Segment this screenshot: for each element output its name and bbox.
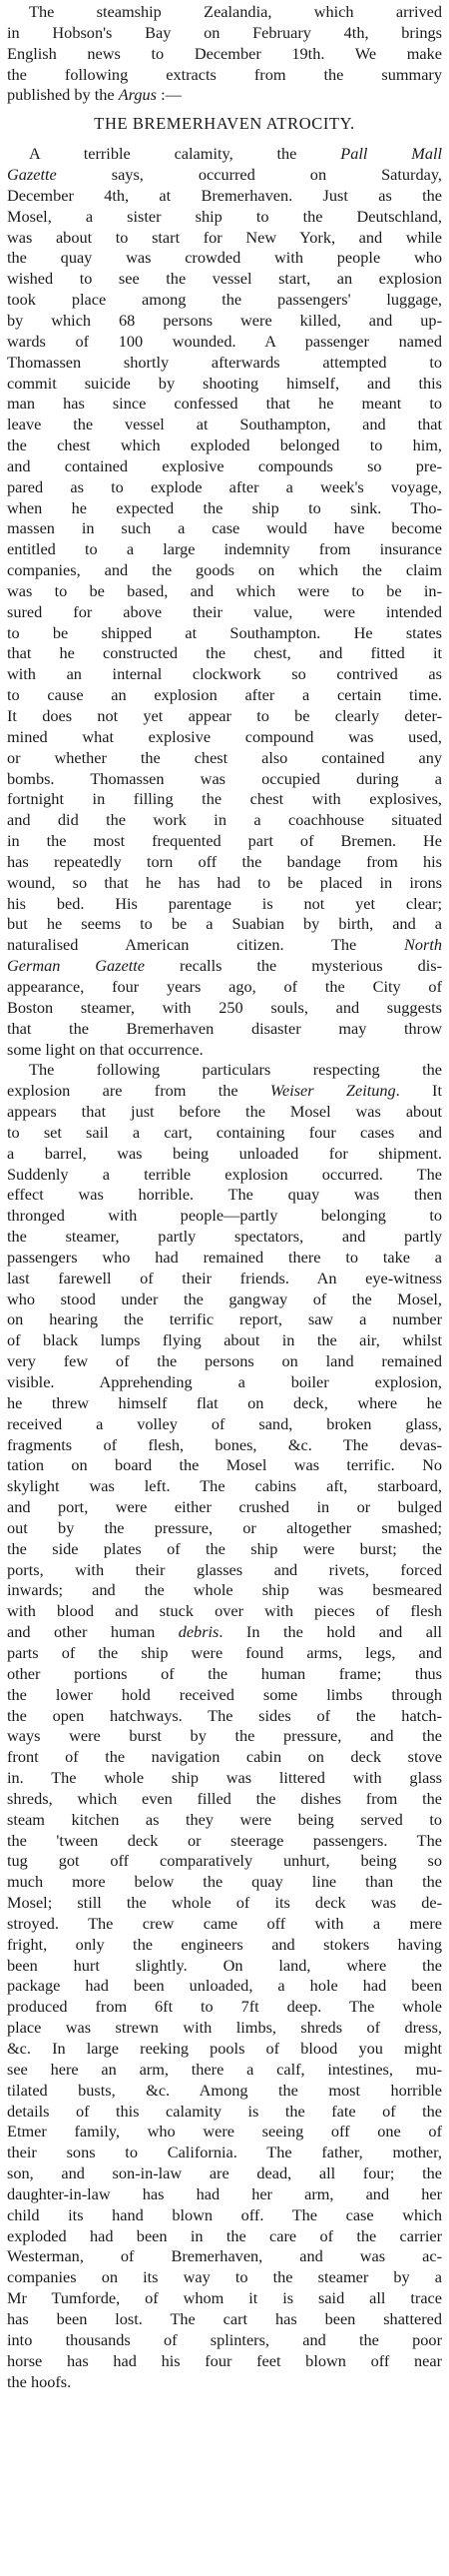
text-line: The steamship Zealandia, which arrived <box>29 2 442 21</box>
text-line: was to be based, and which were to be in- <box>7 580 442 600</box>
text-line: and port, were either crushed in or bulged <box>7 1497 442 1517</box>
text-line: that the Bremerhaven disaster may throw <box>7 1018 442 1038</box>
text-line: explosion are from the Weiser Zeitung. It <box>7 1081 442 1101</box>
intro-paragraph <box>7 2 442 106</box>
text-line: Suddenly a terrible explosion occurred. The <box>7 1164 442 1184</box>
text-line: to be shipped at Southampton. He states <box>7 622 442 642</box>
text-line: of black lumps flying about in the air, whilst <box>7 1330 442 1350</box>
text-line: horse has had his four feet blown off near <box>7 2350 442 2370</box>
text-line: wished to see the vessel start, an explosion <box>7 269 442 289</box>
text-line: Etmer family, who were seeing off one of <box>7 2122 442 2142</box>
text-line: &c. In large reeking pools of blood you might <box>7 2039 442 2058</box>
text-line: fright, only the engineers and stokers having <box>7 1934 442 1954</box>
text-line: English news to December 19th. We make <box>7 43 442 63</box>
text-line: The following particulars respecting the <box>29 1060 442 1080</box>
text-line: pared as to explode after a week's voyage, <box>7 476 442 496</box>
text-line: passengers who had remained there to take a <box>7 1247 442 1267</box>
text-line: tation on board the Mosel was terrific. No <box>7 1455 442 1475</box>
text-line: Mosel, a sister ship to the Deutschland, <box>7 206 442 226</box>
text-line: to set sail a cart, containing four cases and <box>7 1122 442 1142</box>
text-line: skylight was left. The cabins aft, starboard, <box>7 1476 442 1496</box>
text-line: Mr Tumforde, of whom it is said all trace <box>7 2288 442 2308</box>
text-line: Thomassen shortly afterwards attempted to <box>7 352 442 372</box>
text-line: son, and son-in-law are dead, all four; the <box>7 2163 442 2183</box>
text-line: in Hobson's Bay on February 4th, brings <box>7 22 442 42</box>
text-line: and did the work in a coachhouse situated <box>7 810 442 830</box>
text-line: details of this calamity is the fate of the <box>7 2101 442 2121</box>
text-line: front of the navigation cabin on deck stove <box>7 1747 442 1767</box>
text-line: last farewell of their friends. An eye-witness <box>7 1268 442 1288</box>
text-line: see here an arm, there a calf, intestines, mu- <box>7 2059 442 2079</box>
text-line: mined what explosive compound was used, <box>7 726 442 746</box>
text-line: into thousands of splinters, and the poor <box>7 2329 442 2349</box>
text-line: Boston steamer, with 250 souls, and suggests <box>7 997 442 1017</box>
text-line: parts of the ship were found arms, legs, and <box>7 1642 442 1662</box>
text-line: in the most frequented part of Bremen. He <box>7 831 442 851</box>
text-line: daughter-in-law has had her arm, and her <box>7 2183 442 2203</box>
text-line: man has since confessed that he meant to <box>7 394 442 414</box>
text-line: the 'tween deck or steerage passengers. The <box>7 1830 442 1850</box>
text-line: the chest which exploded belonged to him, <box>7 435 442 455</box>
text-line: shreds, which even filled the dishes from the <box>7 1788 442 1808</box>
text-line: in. The whole ship was littered with glass <box>7 1768 442 1788</box>
text-line: companies, and the goods on which the claim <box>7 560 442 580</box>
text-line: place was strewn with limbs, shreds of dress, <box>7 2018 442 2038</box>
text-line: the steamer, partly spectators, and partly <box>7 1227 442 1247</box>
article-heading: THE BREMERHAVEN ATROCITY. <box>94 114 355 134</box>
text-line: visible. Apprehending a boiler explosion, <box>7 1372 442 1391</box>
text-line: with blood and stuck over with pieces of flesh <box>7 1601 442 1621</box>
text-line: December 4th, at Bremerhaven. Just as the <box>7 185 442 205</box>
text-line: fortnight in filling the chest with explosives, <box>7 789 442 809</box>
text-line: took place among the passengers' luggage, <box>7 290 442 310</box>
text-line: has been lost. The cart has been shattered <box>7 2308 442 2328</box>
text-line: stroyed. The crew came off with a mere <box>7 1913 442 1933</box>
text-line: the quay was crowded with people who <box>7 248 442 268</box>
text-line: A terrible calamity, the Pall Mall <box>29 144 443 164</box>
text-line: the open hatchways. The sides of the hatch- <box>7 1705 442 1725</box>
text-line: naturalised American citizen. The North <box>7 935 442 955</box>
text-line: much more below the quay line than the <box>7 1872 442 1892</box>
text-line: child its hand blown off. The case which <box>7 2204 442 2224</box>
text-line: on hearing the terrific report, saw a number <box>7 1309 442 1329</box>
text-line: some light on that occurrence. <box>7 1039 204 1059</box>
text-line: German Gazette recalls the mysterious dis- <box>7 956 442 976</box>
text-line: the lower hold received some limbs through <box>7 1684 442 1704</box>
text-line: wound, so that he has had to be placed in irons <box>7 872 442 892</box>
text-line: thronged with people—partly belonging to <box>7 1206 442 1226</box>
text-line: produced from 6ft to 7ft deep. The whole <box>7 1997 442 2017</box>
text-line: when he expected the ship to sink. Tho- <box>7 497 442 517</box>
text-line: leave the vessel at Southampton, and that <box>7 415 442 434</box>
text-line: who stood under the gangway of the Mosel, <box>7 1288 442 1308</box>
text-line: appears that just before the Mosel was about <box>7 1102 442 1122</box>
text-line: It does not yet appear to be clearly deter- <box>7 706 442 725</box>
text-line: appearance, four years ago, of the City of <box>7 976 442 996</box>
text-line: massen in such a case would have become <box>7 518 442 538</box>
text-line: published by the Argus :— <box>7 85 182 105</box>
text-line: the hoofs. <box>7 2371 72 2391</box>
text-line: package had been unloaded, a hole had been <box>7 1976 442 1996</box>
text-line: out by the pressure, or altogether smashed; <box>7 1517 442 1537</box>
text-line: that he constructed the chest, and fitted it <box>7 643 442 663</box>
text-line: and other human debris. In the hold and all <box>7 1622 442 1642</box>
text-line: but he seems to be a Suabian by birth, and a <box>7 914 442 934</box>
text-line: to cause an explosion after a certain time. <box>7 685 442 705</box>
text-line: Mosel; still the whole of its deck was de- <box>7 1893 442 1913</box>
text-line: with an internal clockwork so contrived as <box>7 664 442 684</box>
text-line: been hurt slightly. On land, where the <box>7 1955 442 1975</box>
text-line: received a volley of sand, broken glass, <box>7 1413 442 1433</box>
text-line: tilated busts, &c. Among the most horrible <box>7 2080 442 2100</box>
text-line: very few of the persons on land remained <box>7 1351 442 1371</box>
text-line: Westerman, of Bremerhaven, and was ac- <box>7 2246 442 2266</box>
text-line: commit suicide by shooting himself, and this <box>7 373 442 393</box>
article-paragraph-1 <box>7 144 442 1060</box>
text-line: was about to start for New York, and while <box>7 227 442 247</box>
text-line: he threw himself flat on deck, where he <box>7 1392 442 1412</box>
text-line: other portions of the human frame; thus <box>7 1663 442 1683</box>
text-line: exploded had been in the care of the carrier <box>7 2225 442 2245</box>
text-line: and contained explosive compounds so pre- <box>7 455 442 475</box>
text-line: ways were burst by the pressure, and the <box>7 1726 442 1746</box>
text-line: or whether the chest also contained any <box>7 747 442 767</box>
text-line: fragments of flesh, bones, &c. The devas- <box>7 1434 442 1454</box>
text-line: by which 68 persons were killed, and up- <box>7 310 442 330</box>
text-line: the side plates of the ship were burst; the <box>7 1538 442 1558</box>
text-line: a barrel, was being unloaded for shipment. <box>7 1143 442 1163</box>
text-line: entitled to a large indemnity from insurance <box>7 539 442 559</box>
text-line: Gazette says, occurred on Saturday, <box>7 165 442 185</box>
text-line: steam kitchen as they were being served to <box>7 1809 442 1829</box>
text-line: wards of 100 wounded. A passenger named <box>7 331 442 351</box>
text-line: effect was horrible. The quay was then <box>7 1185 442 1205</box>
text-line: ports, with their glasses and rivets, forced <box>7 1559 442 1579</box>
text-line: bombs. Thomassen was occupied during a <box>7 768 442 788</box>
text-line: sured for above their value, were intended <box>7 601 442 621</box>
text-line: tug got off comparatively unhurt, being so <box>7 1851 442 1871</box>
text-line: inwards; and the whole ship was besmeared <box>7 1580 442 1600</box>
text-line: companies on its way to the steamer by a <box>7 2267 442 2287</box>
text-line: his bed. His parentage is not yet clear; <box>7 893 442 913</box>
text-line: their sons to California. The father, mother, <box>7 2143 442 2162</box>
text-line: the following extracts from the summary <box>7 64 442 84</box>
article-paragraph-2 <box>7 1060 442 2392</box>
text-line: has repeatedly torn off the bandage from his <box>7 851 442 871</box>
